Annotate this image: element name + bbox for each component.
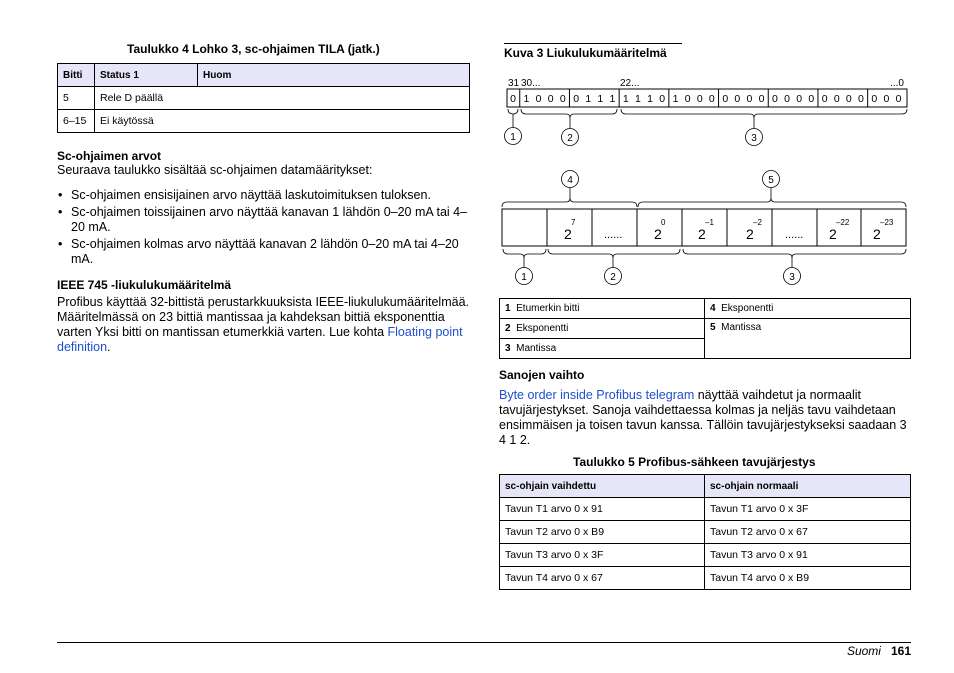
table5-cell: Tavun T3 arvo 0 x 3F: [500, 544, 705, 567]
figure-caption: Kuva 3 Liukulukumääritelmä: [504, 46, 667, 60]
ieee-text: Profibus käyttää 32-bittistä perustarkkuuksista IEEE-liukulukumääritelmää. Määritelmässä on 23 bittiä mantissaa ja kahdeksan bittiä eksponenttia varten Yksi bitti on mantissan etumerkkiä varten. Lue kohta: [57, 295, 469, 339]
callout-number: 2: [610, 272, 616, 283]
bit-value: 0: [684, 93, 691, 105]
sc-values-intro: Seuraava taulukko sisältää sc-ohjaimen datamääritykset:: [57, 163, 373, 177]
exponent-brace-lower: [548, 249, 680, 258]
ellipsis: ......: [604, 229, 623, 241]
bit-label-22: 22...: [620, 78, 640, 89]
floating-point-link[interactable]: Floating point definition: [57, 325, 463, 354]
bit-value: 1: [647, 93, 653, 105]
table-row: [500, 521, 911, 544]
callout-number: 1: [521, 272, 527, 283]
mantissa-brace: [621, 109, 907, 118]
power-base: 2: [746, 226, 754, 242]
bit-value: 0: [547, 93, 554, 105]
bit-value: 0: [573, 93, 580, 105]
bit-label-0: ...0: [890, 78, 904, 89]
bit-value: 0: [758, 93, 765, 105]
table5-header-normal: sc-ohjain normaali: [705, 475, 911, 498]
table5-cell: Tavun T3 arvo 0 x 91: [705, 544, 911, 567]
power-base: 2: [564, 226, 572, 242]
power-exponent: 0: [661, 218, 666, 227]
bit-value: 0: [871, 93, 878, 105]
table-row: [500, 544, 911, 567]
byte-swap-paragraph: [499, 388, 911, 448]
page-number: 161: [890, 644, 911, 658]
bit-value: 0: [845, 93, 852, 105]
table5-caption: Taulukko 5 Profibus-sähkeen tavujärjestys: [573, 455, 816, 469]
legend-item: 4 Eksponentti: [705, 299, 911, 319]
exponent-brace: [521, 109, 617, 118]
bit-value: 0: [734, 93, 741, 105]
footer-rule: [57, 642, 911, 643]
bit-value: 0: [708, 93, 715, 105]
legend-item: 2 Eksponentti: [500, 319, 705, 339]
table5-cell: Tavun T4 arvo 0 x B9: [705, 567, 911, 590]
byte-swap-text: näyttää vaihdetut ja normaalit tavujärjestykset. Sanoja vaihdettaessa kolmas ja neljäs tavu vaihdetaan ensimmäisen ja toisen tavun kanssa. Tällöin tavujärjestykseksi saadaan 3 4 1 2.: [499, 388, 907, 447]
table4-cell: Rele D päällä: [95, 87, 470, 110]
bit-value: 0: [772, 93, 778, 105]
bit-value: 0: [883, 93, 890, 105]
legend-item: 3 Mantissa: [500, 339, 705, 359]
bit-value: 0: [746, 93, 753, 105]
bit-value: 0: [559, 93, 566, 105]
bit-value: 1: [672, 93, 679, 105]
bit-value: 0: [808, 93, 815, 105]
table4-header-status: Status 1: [95, 64, 198, 87]
power-exponent: 7: [571, 218, 576, 227]
bit-value: 1: [585, 93, 592, 105]
table4-cell: Ei käytössä: [95, 110, 470, 133]
power-base: 2: [654, 226, 662, 242]
power-base: 2: [873, 226, 881, 242]
table5-cell: Tavun T2 arvo 0 x 67: [705, 521, 911, 544]
table5-cell: Tavun T1 arvo 0 x 3F: [705, 498, 911, 521]
callout-number: 2: [567, 133, 573, 144]
bit-label-30: 30...: [521, 78, 541, 89]
bit-value: 0: [895, 93, 902, 105]
table-row: [500, 498, 911, 521]
mantissa-brace-lower: [683, 249, 906, 258]
page-footer: [847, 644, 911, 658]
table5-cell: Tavun T4 arvo 0 x 67: [500, 567, 705, 590]
table5-cell: Tavun T2 arvo 0 x B9: [500, 521, 705, 544]
bit-value: 0: [696, 93, 703, 105]
bit-value: 1: [597, 93, 604, 105]
mantissa-brace-upper: [638, 198, 906, 207]
table4-header-bit: Bitti: [58, 64, 95, 87]
bit-value: 1: [635, 93, 641, 105]
ellipsis: ......: [785, 229, 804, 241]
list-item: • Sc-ohjaimen ensisijainen arvo näyttää laskutoimituksen tuloksen.: [57, 188, 472, 203]
bit-value: 1: [609, 93, 616, 105]
table4-header-note: Huom: [198, 64, 470, 87]
table-row: [500, 567, 911, 590]
sc-values-heading: Sc-ohjaimen arvot: [57, 149, 162, 163]
legend-item: 1 Etumerkin bitti: [500, 299, 705, 319]
callout-number: 1: [510, 132, 516, 143]
bit-value: 0: [722, 93, 729, 105]
bit-value: 0: [510, 93, 516, 105]
bit-value: 0: [796, 93, 803, 105]
bit-label-31: 31: [508, 78, 520, 89]
power-exponent: –22: [836, 218, 850, 227]
callout-number: 5: [768, 175, 774, 186]
power-base: 2: [698, 226, 706, 242]
table4-caption: Taulukko 4 Lohko 3, sc-ohjaimen TILA (jatk.): [127, 42, 380, 56]
byte-swap-heading: Sanojen vaihto: [499, 368, 585, 382]
bit-strip: [510, 89, 902, 107]
bit-value: 0: [535, 93, 542, 105]
table4-cell: 6–15: [58, 110, 95, 133]
byte-order-link[interactable]: Byte order inside Profibus telegram: [499, 388, 695, 402]
list-item: • Sc-ohjaimen toissijainen arvo näyttää kanavan 1 lähdön 0–20 mA tai 4–20 mA.: [57, 205, 472, 235]
table5-header-swapped: sc-ohjain vaihdettu: [500, 475, 705, 498]
ieee-text-end: .: [107, 340, 111, 354]
power-exponent: –23: [880, 218, 894, 227]
footer-language: Suomi: [846, 644, 881, 658]
power-base: 2: [829, 226, 837, 242]
sign-brace-lower: [503, 249, 546, 258]
exponent-brace-upper: [502, 198, 637, 207]
bit-value: 0: [659, 93, 666, 105]
table5-cell: Tavun T1 arvo 0 x 91: [500, 498, 705, 521]
callout-number: 3: [789, 272, 795, 283]
bit-value: 1: [523, 93, 530, 105]
bit-value: 0: [858, 93, 864, 105]
power-exponent: –2: [753, 218, 762, 227]
figure-legend: [499, 298, 911, 359]
callout-number: 4: [567, 175, 573, 186]
bit-value: 1: [622, 93, 629, 105]
table5: [499, 474, 911, 590]
bit-value: 0: [833, 93, 840, 105]
sign-brace: [508, 109, 518, 114]
bit-value: 0: [784, 93, 790, 105]
ieee-heading: IEEE 745 -liukulukumääritelmä: [57, 278, 232, 292]
list-item: • Sc-ohjaimen kolmas arvo näyttää kanavan 2 lähdön 0–20 mA tai 4–20 mA.: [57, 237, 472, 267]
callout-number: 3: [751, 133, 757, 144]
legend-item: 5 Mantissa: [705, 319, 911, 359]
bit-value: 0: [821, 93, 828, 105]
table4-cell: 5: [58, 87, 95, 110]
power-exponent: –1: [705, 218, 714, 227]
